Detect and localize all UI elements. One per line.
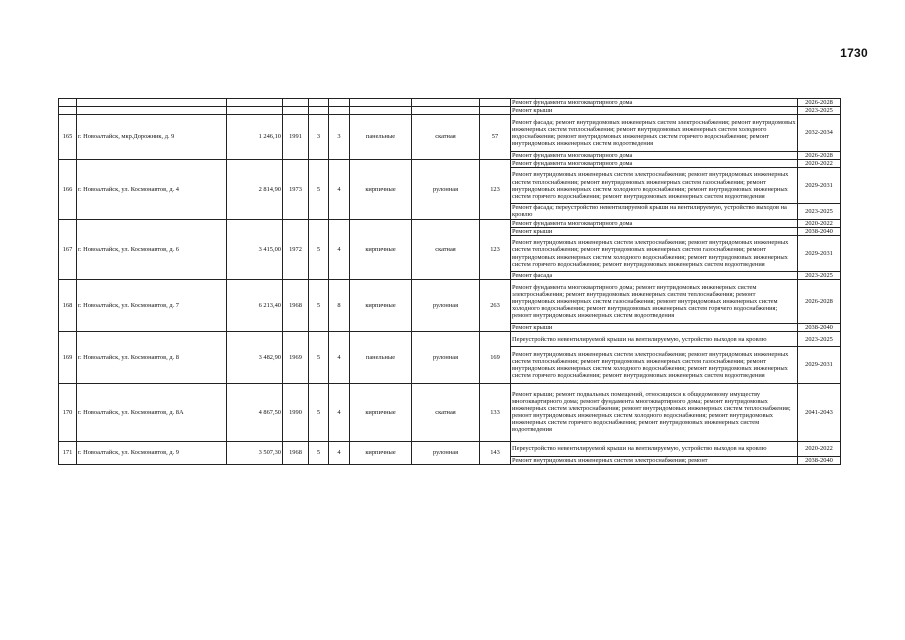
work-period: 2029-2031 (798, 167, 841, 204)
table-row (59, 280, 841, 324)
wall-material: кирпичные (350, 280, 412, 332)
work-period: 2026-2028 (798, 280, 841, 324)
empty-cell (350, 107, 412, 115)
wall-material: кирпичные (350, 219, 412, 280)
empty-cell (77, 99, 227, 107)
build-year: 1968 (283, 280, 309, 332)
work-period: 2038-2040 (798, 227, 841, 235)
work-period: 2029-2031 (798, 347, 841, 384)
table-row (59, 383, 841, 441)
empty-cell (412, 99, 480, 107)
empty-cell (309, 107, 329, 115)
building-address: г. Новоалтайск, ул. Космонавтов, д. 8А (77, 383, 227, 441)
work-period: 2020-2022 (798, 219, 841, 227)
wall-material: панельные (350, 115, 412, 160)
work-period: 2020-2022 (798, 441, 841, 456)
resident-count: 143 (480, 441, 511, 464)
roof-type: скатная (412, 383, 480, 441)
roof-type: рулонная (412, 280, 480, 332)
build-year: 1972 (283, 219, 309, 280)
work-description: Ремонт фасада; переустройство невентилируемой крыши на вентилируемую, устройство выходов на кровлю (511, 204, 798, 219)
floor-count: 5 (309, 383, 329, 441)
building-address: г. Новоалтайск, ул. Космонавтов, д. 6 (77, 219, 227, 280)
wall-material: кирпичные (350, 441, 412, 464)
roof-type: скатная (412, 115, 480, 160)
entrance-count: 4 (329, 219, 350, 280)
work-description: Ремонт крыши (511, 107, 798, 115)
floor-count: 5 (309, 332, 329, 384)
floor-count: 5 (309, 280, 329, 332)
work-description: Ремонт фундамента многоквартирного дома (511, 219, 798, 227)
empty-cell (412, 107, 480, 115)
capital-repair-table (58, 98, 841, 465)
work-period: 2038-2040 (798, 323, 841, 331)
floor-count: 3 (309, 115, 329, 160)
building-address: г. Новоалтайск, ул. Космонавтов, д. 8 (77, 332, 227, 384)
work-description: Ремонт фундамента многоквартирного дома (511, 159, 798, 167)
empty-cell (283, 99, 309, 107)
building-address: г. Новоалтайск, ул. Космонавтов, д. 4 (77, 159, 227, 219)
work-period: 2038-2040 (798, 456, 841, 464)
work-description: Переустройство невентилируемой крыши на вентилируемую, устройство выходов на кровлю (511, 332, 798, 347)
total-area: 6 213,40 (227, 280, 283, 332)
entrance-count: 3 (329, 115, 350, 160)
building-address: г. Новоалтайск, ул. Космонавтов, д. 7 (77, 280, 227, 332)
building-address: г. Новоалтайск, ул. Космонавтов, д. 9 (77, 441, 227, 464)
row-number: 167 (59, 219, 77, 280)
total-area: 2 814,90 (227, 159, 283, 219)
resident-count: 169 (480, 332, 511, 384)
work-description: Ремонт фасада; ремонт внутридомовых инженерных систем электроснабжения; ремонт внутридомовых инженерных систем теплоснабжения; ремонт внутридомовых инженерных систем холодного водоснабжения; ремонт внутридомовых инженерных систем горячего водоснабжения; ремонт внутридомовых инженерных систем водоотведения (511, 115, 798, 152)
floor-count: 5 (309, 219, 329, 280)
row-number: 168 (59, 280, 77, 332)
table-row (59, 441, 841, 456)
work-description: Ремонт фундамента многоквартирного дома; ремонт внутридомовых инженерных систем электроснабжения; ремонт внутридомовых инженерных систем теплоснабжения; ремонт внутридомовых инженерных систем газоснабжения; ремонт внутридомовых инженерных систем холодного водоснабжения; ремонт внутридомовых инженерных систем горячего водоснабжения; ремонт внутридомовых инженерных систем водоотведения (511, 280, 798, 324)
build-year: 1990 (283, 383, 309, 441)
table-row (59, 332, 841, 347)
build-year: 1969 (283, 332, 309, 384)
table-row (59, 159, 841, 167)
work-description: Ремонт крыши (511, 323, 798, 331)
empty-cell (309, 99, 329, 107)
empty-cell (227, 107, 283, 115)
row-number: 166 (59, 159, 77, 219)
work-period: 2041-2043 (798, 383, 841, 441)
entrance-count: 8 (329, 280, 350, 332)
work-description: Переустройство невентилируемой крыши на вентилируемую, устройство выходов на кровлю (511, 441, 798, 456)
empty-cell (480, 107, 511, 115)
table-row (59, 107, 841, 115)
work-period: 2023-2025 (798, 107, 841, 115)
build-year: 1991 (283, 115, 309, 160)
floor-count: 5 (309, 159, 329, 219)
total-area: 4 867,50 (227, 383, 283, 441)
total-area: 3 482,90 (227, 332, 283, 384)
row-number: 165 (59, 115, 77, 160)
resident-count: 263 (480, 280, 511, 332)
floor-count: 5 (309, 441, 329, 464)
table-row (59, 219, 841, 227)
wall-material: кирпичные (350, 383, 412, 441)
work-period: 2023-2025 (798, 272, 841, 280)
resident-count: 133 (480, 383, 511, 441)
resident-count: 123 (480, 159, 511, 219)
empty-cell (329, 107, 350, 115)
work-description: Ремонт внутридомовых инженерных систем электроснабжения; ремонт внутридомовых инженерных систем теплоснабжения; ремонт внутридомовых инженерных систем газоснабжения; ремонт внутридомовых инженерных систем холодного водоснабжения; ремонт внутридомовых инженерных систем горячего водоснабжения; ремонт внутридомовых инженерных систем водоотведения (511, 235, 798, 272)
row-number: 170 (59, 383, 77, 441)
work-period: 2029-2031 (798, 235, 841, 272)
total-area: 1 246,10 (227, 115, 283, 160)
roof-type: скатная (412, 219, 480, 280)
build-year: 1968 (283, 441, 309, 464)
empty-cell (227, 99, 283, 107)
entrance-count: 4 (329, 441, 350, 464)
wall-material: кирпичные (350, 159, 412, 219)
roof-type: рулонная (412, 332, 480, 384)
work-description: Ремонт крыши (511, 227, 798, 235)
build-year: 1973 (283, 159, 309, 219)
wall-material: панельные (350, 332, 412, 384)
entrance-count: 4 (329, 159, 350, 219)
empty-cell (59, 99, 77, 107)
roof-type: рулонная (412, 441, 480, 464)
resident-count: 57 (480, 115, 511, 160)
table-row (59, 115, 841, 152)
work-description: Ремонт фундамента многоквартирного дома (511, 99, 798, 107)
empty-cell (480, 99, 511, 107)
total-area: 3 415,00 (227, 219, 283, 280)
total-area: 3 507,30 (227, 441, 283, 464)
row-number: 169 (59, 332, 77, 384)
empty-cell (77, 107, 227, 115)
work-description: Ремонт внутридомовых инженерных систем электроснабжения; ремонт внутридомовых инженерных систем теплоснабжения; ремонт внутридомовых инженерных систем газоснабжения; ремонт внутридомовых инженерных систем холодного водоснабжения; ремонт внутридомовых инженерных систем горячего водоснабжения; ремонт внутридомовых инженерных систем водоотведения (511, 167, 798, 204)
table-row (59, 99, 841, 107)
work-period: 2026-2028 (798, 151, 841, 159)
work-period: 2023-2025 (798, 204, 841, 219)
work-period: 2023-2025 (798, 332, 841, 347)
resident-count: 123 (480, 219, 511, 280)
entrance-count: 4 (329, 383, 350, 441)
work-description: Ремонт внутридомовых инженерных систем электроснабжения; ремонт (511, 456, 798, 464)
table-body (59, 99, 841, 465)
page-number: 1730 (840, 46, 868, 60)
roof-type: рулонная (412, 159, 480, 219)
work-description: Ремонт внутридомовых инженерных систем электроснабжения; ремонт внутридомовых инженерных систем теплоснабжения; ремонт внутридомовых инженерных систем газоснабжения; ремонт внутридомовых инженерных систем холодного водоснабжения; ремонт внутридомовых инженерных систем горячего водоснабжения; ремонт внутридомовых инженерных систем водоотведения (511, 347, 798, 384)
empty-cell (59, 107, 77, 115)
row-number: 171 (59, 441, 77, 464)
empty-cell (350, 99, 412, 107)
empty-cell (329, 99, 350, 107)
work-description: Ремонт крыши; ремонт подвальных помещений, относящихся к общедомовому имуществу многоквартирного дома; ремонт фундамента многоквартирного дома; ремонт внутридомовых инженерных систем электроснабжения; ремонт внутридомовых инженерных систем теплоснабжения; ремонт внутридомовых инженерных систем холодного водоснабжения; ремонт внутридомовых инженерных систем горячего водоснабжения; ремонт внутридомовых инженерных систем водоотведения (511, 383, 798, 441)
empty-cell (283, 107, 309, 115)
work-description: Ремонт фундамента многоквартирного дома (511, 151, 798, 159)
work-description: Ремонт фасада (511, 272, 798, 280)
work-period: 2020-2022 (798, 159, 841, 167)
work-period: 2032-2034 (798, 115, 841, 152)
entrance-count: 4 (329, 332, 350, 384)
building-address: г. Новоалтайск, мкр.Дорожник, д. 9 (77, 115, 227, 160)
work-period: 2026-2028 (798, 99, 841, 107)
